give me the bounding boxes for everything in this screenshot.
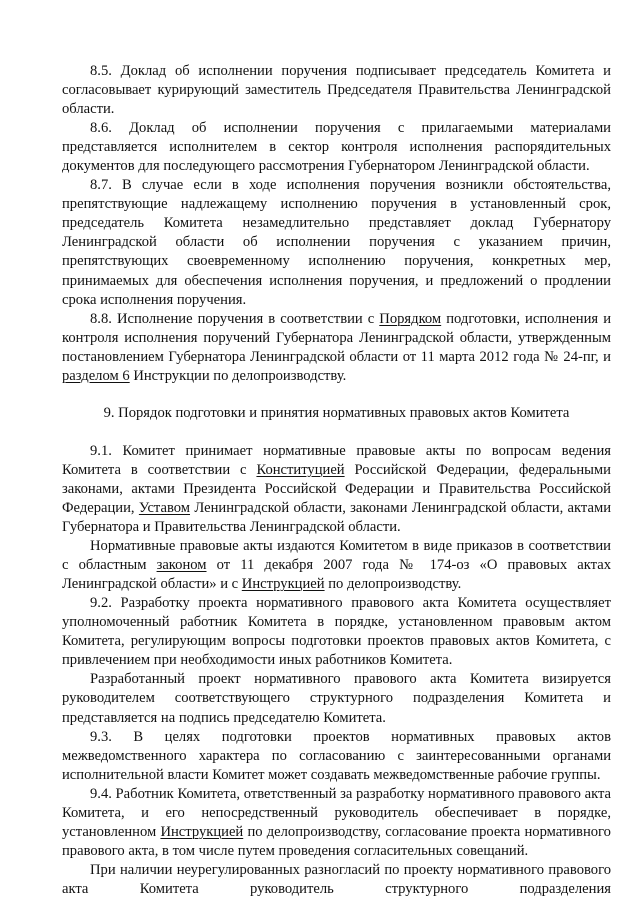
paragraph-text: Разработанный проект нормативного правового акта Комитета визируется руководителем соответствующего структурного подразделения Комитета и представляется на подпись председателю Комитета.	[62, 671, 611, 726]
document-link[interactable]: Инструкцией	[241, 576, 325, 593]
paragraph-text: 9.4. Работник Комитета, ответственный за разработку нормативного правового акта Комитета, и его непосредственный руководитель обеспечивает в порядке, установленном	[62, 785, 611, 840]
paragraph-text: 9.1. Комитет принимает нормативные правовые акты по вопросам ведения Комитета в соответствии с	[62, 442, 611, 478]
document-link[interactable]: Инструкцией	[160, 823, 244, 840]
document-link[interactable]: Уставом	[138, 499, 191, 516]
paragraph-p9-4b	[62, 861, 611, 899]
paragraph-p9-3	[62, 728, 611, 785]
paragraph-p8-7	[62, 176, 611, 309]
paragraph-text: 8.7. В случае если в ходе исполнения поручения возникли обстоятельства, препятствующие надлежащему исполнению поручения в установленный срок, председатель Комитета незамедлительно представляет доклад Губернатору Ленинградской области об исполнении поручения с указанием причин, препятствующих своевременному исполнению поручения, конкретных мер, принимаемых для обеспечения исполнения поручения, и предложений о продлении срока исполнения поручения.	[62, 177, 611, 308]
paragraph-p9-2b	[62, 670, 611, 727]
document-link[interactable]: Порядком	[379, 310, 442, 327]
paragraph-text: Ленинградской области, законами Ленинградской области, актами Губернатора и Правительства Ленинградской области.	[62, 499, 612, 536]
section-heading: 9. Порядок подготовки и принятия нормативных правовых актов Комитета	[103, 404, 570, 421]
paragraph-text: 9.3. В целях подготовки проектов нормативных правовых актов межведомственного характера по согласованию с заинтересованными органами исполнительной власти Комитет может создавать межведомственные рабочие группы.	[62, 728, 611, 783]
paragraph-p9-1b	[62, 537, 611, 594]
section-9-paragraphs	[62, 442, 611, 899]
document-link[interactable]: разделом 6	[62, 367, 130, 384]
paragraph-p9-4	[62, 785, 611, 861]
paragraph-p9-2	[62, 594, 611, 670]
document-page	[62, 62, 611, 899]
paragraph-text: Российской Федерации, федеральными законами, актами Президента Российской Федерации и Правительства Российской Федерации,	[62, 461, 611, 516]
document-link[interactable]: законом	[156, 557, 207, 574]
paragraph-p8-5	[62, 62, 611, 119]
paragraph-text: от 11 декабря 2007 года № 174-оз «О правовых актах Ленинградской области» и с	[62, 557, 611, 593]
paragraph-text: Нормативные правовые акты издаются Комитетом в виде приказов в соответствии с областным	[62, 538, 611, 574]
section-8-paragraphs	[62, 62, 611, 386]
document-link[interactable]: Конституцией	[256, 461, 345, 478]
paragraph-text: 8.8. Исполнение поручения в соответствии с	[90, 310, 380, 327]
paragraph-text: по делопроизводству, согласование проекта нормативного правового акта, в том числе путем проведения согласительных совещаний.	[62, 823, 611, 859]
paragraph-p8-8	[62, 310, 611, 386]
paragraph-text: 8.5. Доклад об исполнении поручения подписывает председатель Комитета и согласовывает курирующий заместитель Председателя Правительства Ленинградской области.	[62, 63, 611, 118]
paragraph-p9-1	[62, 442, 611, 537]
paragraph-text: 9.2. Разработку проекта нормативного правового акта Комитета осуществляет уполномоченный работник Комитета в порядке, установленном правовым актом Комитета, регулирующим вопросы подготовки проектов правовых актов Комитета, с привлечением при необходимости иных работников Комитета.	[62, 595, 611, 669]
paragraph-text: Инструкции по делопроизводству.	[129, 367, 347, 384]
paragraph-text: При наличии неурегулированных разногласий по проекту нормативного правового акта Комитета руководитель структурного подразделения	[62, 861, 611, 897]
paragraph-text: подготовки, исполнения и контроля исполнения поручений Губернатора Ленинградской области, утвержденным постановлением Губернатора Ленинградской области от 11 марта 2012 года № 24-пг, и	[62, 310, 611, 365]
paragraph-text: по делопроизводству.	[324, 576, 462, 593]
paragraph-p8-6	[62, 119, 611, 176]
paragraph-text: 8.6. Доклад об исполнении поручения с прилагаемыми материалами представляется исполнителем в сектор контроля исполнения распорядительных документов для последующего рассмотрения Губернатором Ленинградской области.	[62, 120, 611, 175]
